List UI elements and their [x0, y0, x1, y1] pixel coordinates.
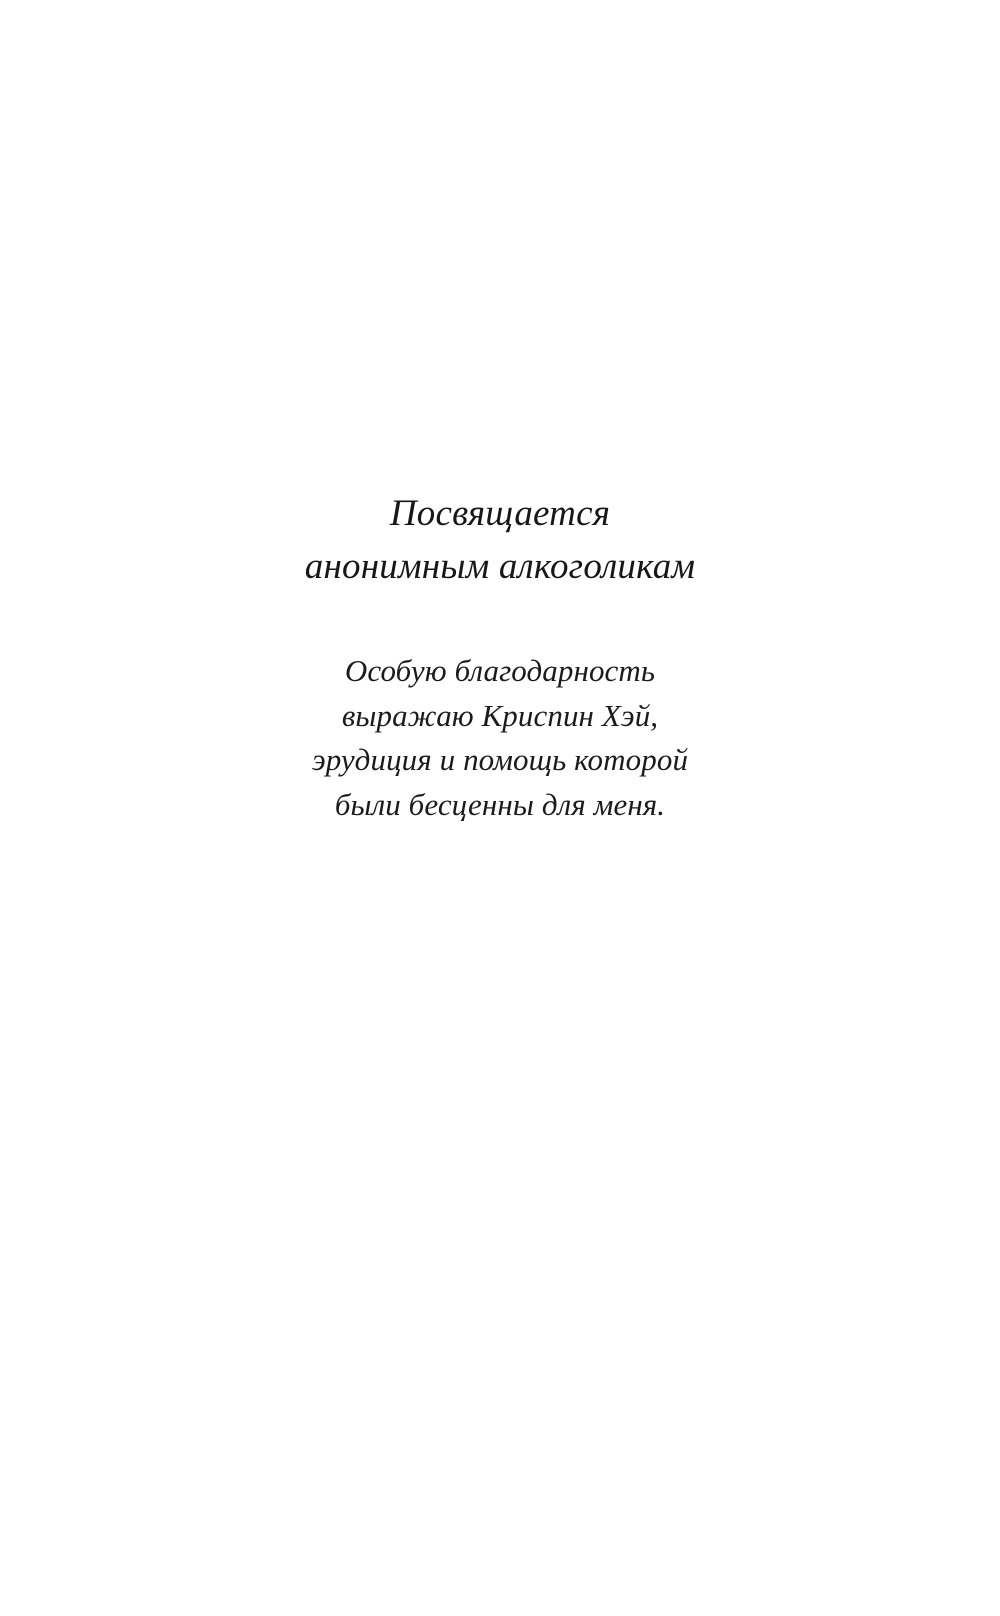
acknowledgement-line: выражаю Криспин Хэй, [341, 697, 659, 733]
dedication-block [0, 488, 1000, 828]
acknowledgement-line: Особую благодарность [344, 653, 656, 689]
acknowledgement-line: эрудиция и помощь которой [311, 742, 689, 778]
dedication-line: Посвящается [389, 493, 611, 534]
acknowledgement-text [180, 649, 820, 828]
dedication-line: анонимным алкоголикам [304, 545, 696, 587]
dedication-text [190, 488, 810, 593]
acknowledgement-line: были бесценны для меня. [334, 786, 666, 822]
